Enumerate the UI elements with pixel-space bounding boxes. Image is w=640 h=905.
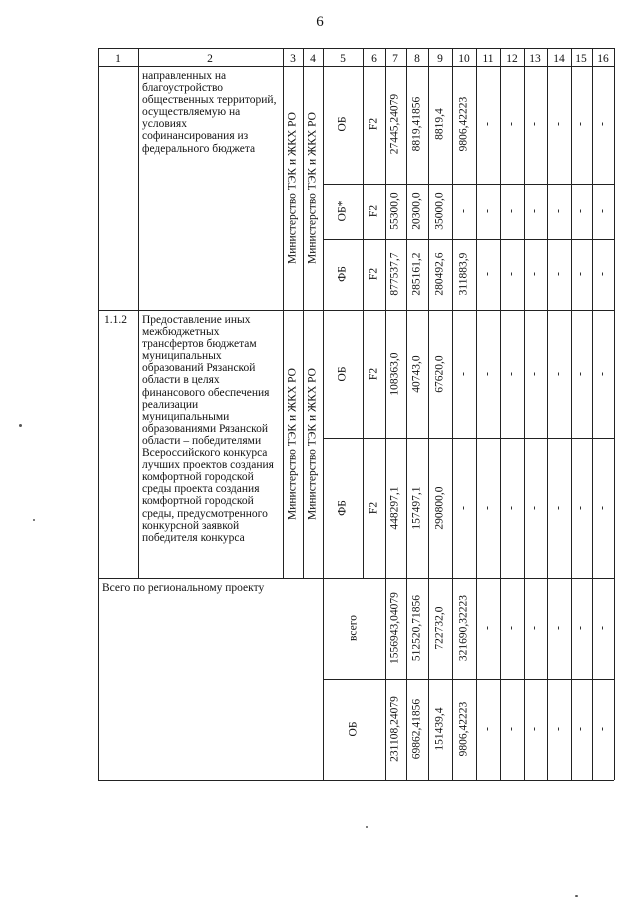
row2-sub2-source: ФБ — [336, 500, 349, 516]
header-col-5: 5 — [340, 53, 346, 65]
row1-sub2-dash-col15: - — [574, 209, 587, 213]
row1-sub2-source: ОБ* — [336, 200, 349, 222]
header-col-10: 10 — [458, 53, 470, 65]
scan-speck — [33, 519, 35, 521]
row1-sub3-code: F2 — [367, 267, 380, 281]
row1-sub1-value-col9: 8819,4 — [433, 108, 446, 140]
row1-description: направленных на благоустройство общественных территорий, осуществляемую на условиях софинансирования из федерального бюджета — [142, 70, 277, 155]
row3-sub2-dash-col14: - — [552, 727, 565, 731]
header-col-4: 4 — [310, 53, 316, 65]
page-number: 6 — [316, 14, 324, 30]
row2-sub2-dash-col13: - — [528, 506, 541, 510]
header-col-3: 3 — [290, 53, 296, 65]
row1-sub1-value-col7: 27445,24079 — [388, 93, 401, 155]
row3-sub1-dash-col14: - — [552, 626, 565, 630]
header-col-14: 14 — [553, 53, 565, 65]
row1-sub1-dash-col15: - — [574, 122, 587, 126]
row3-sub1-value-col6: 1556943,04079 — [388, 592, 401, 664]
row1-sub1-dash-col11: - — [481, 122, 494, 126]
header-col-16: 16 — [597, 53, 609, 65]
row2-sub1-code: F2 — [367, 367, 380, 381]
row1-sub3-dash-col15: - — [574, 272, 587, 276]
row2-sub2-dash-col16: - — [596, 506, 609, 510]
row1-sub3-dash-col16: - — [596, 272, 609, 276]
row1-sub3-value-col7: 877537,7 — [388, 252, 401, 296]
row1-sub2-code: F2 — [367, 204, 380, 218]
row1-coexecutor: Министерство ТЭК и ЖКХ РО — [306, 112, 319, 264]
row1-sub1-source: ОБ — [336, 116, 349, 132]
row2-sub1-dash-col14: - — [552, 372, 565, 376]
header-col-6: 6 — [371, 53, 377, 65]
row3-sub2-value-col7: 69862,41856 — [410, 698, 423, 760]
row2-sub1-dash-col11: - — [481, 372, 494, 376]
row3-sub1-value-col9: 321690,32223 — [457, 594, 470, 662]
row2-executor: Министерство ТЭК и ЖКХ РО — [286, 368, 299, 520]
header-col-2: 2 — [207, 53, 213, 65]
row3-sub1-dash-col16: - — [596, 626, 609, 630]
row3-sub1-value-col8: 722732,0 — [433, 606, 446, 650]
row1-sub2-value-col8: 20300,0 — [410, 192, 423, 230]
row2-coexecutor: Министерство ТЭК и ЖКХ РО — [306, 368, 319, 520]
row2-sub2-dash-col14: - — [552, 506, 565, 510]
row1-sub3-source: ФБ — [336, 266, 349, 282]
header-col-7: 7 — [392, 53, 398, 65]
row2-sub2-value-col10: - — [457, 506, 470, 510]
header-col-9: 9 — [437, 53, 443, 65]
header-col-15: 15 — [575, 53, 587, 65]
row1-sub2-value-col10: - — [457, 209, 470, 213]
row3-sub1-dash-col12: - — [505, 626, 518, 630]
row3-sub1-dash-col15: - — [574, 626, 587, 630]
budget-table — [98, 48, 614, 780]
row3-sub2-source: ОБ — [347, 721, 360, 737]
row3-sub1-dash-col11: - — [481, 626, 494, 630]
header-col-12: 12 — [506, 53, 518, 65]
row1-sub2-dash-col12: - — [505, 209, 518, 213]
row3-sub2-value-col8: 151439,4 — [433, 707, 446, 751]
row1-sub1-dash-col14: - — [552, 122, 565, 126]
row2-sub2-value-col7: 448297,1 — [388, 486, 401, 530]
row3-sub2-dash-col15: - — [574, 727, 587, 731]
row1-sub2-value-col7: 55300,0 — [388, 192, 401, 230]
row1-sub3-dash-col11: - — [481, 272, 494, 276]
header-col-1: 1 — [115, 53, 121, 65]
row2-sub2-dash-col12: - — [505, 506, 518, 510]
row1-sub1-dash-col13: - — [528, 122, 541, 126]
row3-sub2-dash-col13: - — [528, 727, 541, 731]
row2-sub1-dash-col15: - — [574, 372, 587, 376]
row3-sub2-dash-col16: - — [596, 727, 609, 731]
row2-sub2-value-col9: 290800,0 — [433, 486, 446, 530]
row3-sub2-value-col6: 231108,24079 — [388, 696, 401, 762]
row2-sub1-value-col7: 108363,0 — [388, 352, 401, 396]
row1-sub3-dash-col13: - — [528, 272, 541, 276]
header-col-8: 8 — [414, 53, 420, 65]
row1-sub3-value-col8: 285161,2 — [410, 252, 423, 296]
row1-sub3-value-col9: 280492,6 — [433, 252, 446, 296]
row2-sub1-dash-col12: - — [505, 372, 518, 376]
row1-sub1-dash-col16: - — [596, 122, 609, 126]
row2-sub1-dash-col16: - — [596, 372, 609, 376]
row2-sub1-dash-col13: - — [528, 372, 541, 376]
row1-sub3-dash-col14: - — [552, 272, 565, 276]
row2-sub1-value-col9: 67620,0 — [433, 355, 446, 393]
row2-sub2-dash-col11: - — [481, 506, 494, 510]
row1-sub1-code: F2 — [367, 117, 380, 131]
row1-sub2-dash-col13: - — [528, 209, 541, 213]
header-col-11: 11 — [482, 53, 494, 65]
row3-sub2-value-col9: 9806,42223 — [457, 701, 470, 757]
row1-sub1-value-col10: 9806,42223 — [457, 96, 470, 152]
row2-sub2-value-col8: 157497,1 — [410, 486, 423, 530]
row2-sub1-value-col10: - — [457, 372, 470, 376]
row3-sub1-source: всего — [347, 615, 360, 641]
row1-sub2-value-col9: 35000,0 — [433, 192, 446, 230]
row3-sub2-dash-col12: - — [505, 727, 518, 731]
row1-sub1-dash-col12: - — [505, 122, 518, 126]
row1-sub1-value-col8: 8819,41856 — [410, 96, 423, 152]
row2-description: Предоставление иных межбюджетных трансфертов бюджетам муниципальных образований Рязанской области в целях финансового обеспечения реализации муниципальными образованиями Рязанской области – победителями Всероссийского конкурса лучших проектов создания комфортной городской среды проекта создания комфортной городской среды, предусмотренного конкурсной заявкой победителя конкурса — [142, 314, 274, 544]
row1-sub3-dash-col12: - — [505, 272, 518, 276]
row3-sub1-value-col7: 512520,71856 — [410, 594, 423, 662]
row1-sub2-dash-col16: - — [596, 209, 609, 213]
row1-sub2-dash-col14: - — [552, 209, 565, 213]
row3-sub2-dash-col11: - — [481, 727, 494, 731]
row2-sub2-dash-col15: - — [574, 506, 587, 510]
row2-sub2-code: F2 — [367, 501, 380, 515]
row3-total-label: Всего по региональному проекту — [102, 582, 265, 594]
row1-sub2-dash-col11: - — [481, 209, 494, 213]
scan-speck — [575, 895, 578, 897]
row3-sub1-dash-col13: - — [528, 626, 541, 630]
scan-speck — [19, 424, 22, 427]
header-col-13: 13 — [529, 53, 541, 65]
scan-speck — [366, 826, 368, 828]
row2-sub1-value-col8: 40743,0 — [410, 355, 423, 393]
row2-number: 1.1.2 — [104, 314, 127, 326]
row2-sub1-source: ОБ — [336, 366, 349, 382]
row1-sub3-value-col10: 311883,9 — [457, 252, 470, 296]
row1-executor: Министерство ТЭК и ЖКХ РО — [286, 112, 299, 264]
